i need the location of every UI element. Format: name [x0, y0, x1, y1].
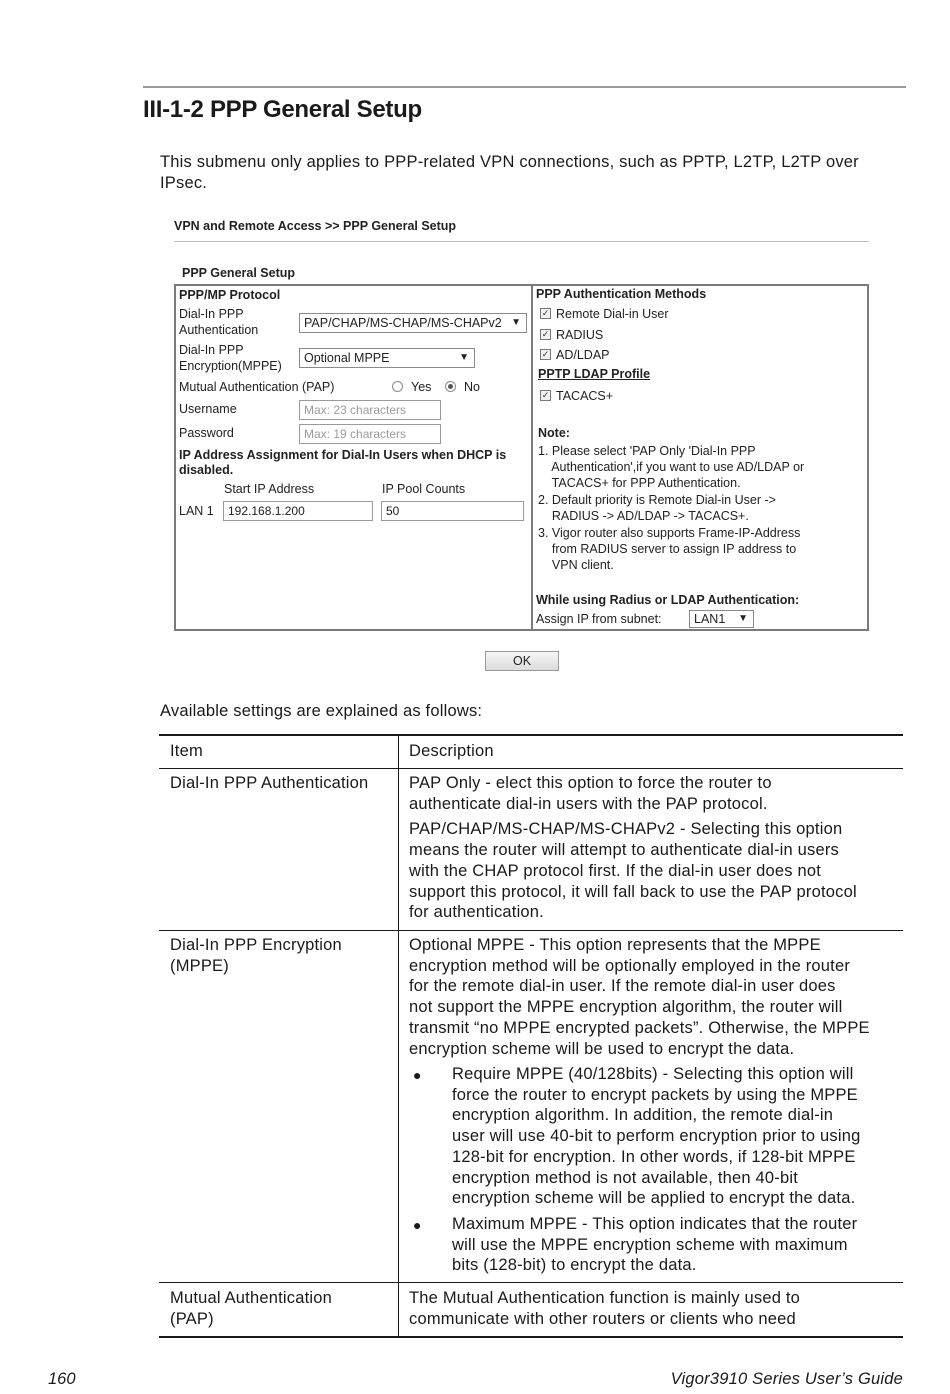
desc-line: - Selecting this option will: [657, 1065, 854, 1083]
desc-line: communicate with other routers or clients who need: [409, 1309, 796, 1328]
table-header-item: Item: [170, 742, 203, 760]
guide-title: Vigor3910 Series User’s Guide: [670, 1370, 903, 1388]
desc-line: encryption algorithm. In addition, the remote dial-in: [452, 1106, 834, 1125]
term: Optional MPPE: [409, 936, 525, 954]
ui-enc-label-2: Encryption(MPPE): [179, 359, 282, 373]
ui-pool-input[interactable]: 50: [381, 501, 524, 521]
table-row-rule: [159, 930, 903, 931]
ui-ip-assign-title-1: IP Address Assignment for Dial-In Users when DHCP is: [179, 448, 507, 462]
page-number: 160: [48, 1370, 76, 1388]
ui-auth-select-value: PAP/CHAP/MS-CHAP/MS-CHAPv2: [304, 316, 502, 330]
table-row-item: [170, 935, 342, 976]
ui-mutual-yes-label: Yes: [411, 380, 432, 394]
table-row-description: [409, 1288, 899, 1329]
ui-methods-title: PPP Authentication Methods: [536, 287, 707, 301]
bullet-item: [452, 1064, 902, 1209]
desc-line: - Selecting this option: [675, 820, 843, 839]
term: PAP Only: [409, 774, 481, 792]
ui-assign-ip-select[interactable]: [689, 610, 754, 628]
ui-lan-label: LAN 1: [179, 504, 214, 518]
desc-line: - This option represents that the MPPE: [524, 936, 821, 954]
table-row-item: Dial-In PPP Authentication: [170, 774, 369, 792]
available-settings-text: Available settings are explained as follows:: [160, 702, 483, 720]
ui-protocol-title: PPP/MP Protocol: [179, 288, 281, 302]
ui-password-input[interactable]: Max: 19 characters: [299, 424, 441, 444]
desc-line: encryption method will be optionally employed in the router: [409, 956, 851, 975]
ui-remote-dialin-checkbox[interactable]: ✓: [541, 308, 550, 318]
item-line: (MPPE): [170, 956, 229, 975]
ui-note-line: 3. Vigor router also supports Frame-IP-Address: [538, 526, 801, 540]
ui-note-line: 1. Please select 'PAP Only 'Dial-In PPP: [538, 444, 756, 458]
ui-auth-label-2: Authentication: [179, 323, 259, 337]
ui-enc-label-1: Dial-In PPP: [179, 343, 244, 357]
item-line: (PAP): [170, 1309, 214, 1328]
ui-ip-assign-title-2: disabled.: [179, 463, 234, 477]
ui-note-line: TACACS+ for PPP Authentication.: [538, 476, 741, 490]
desc-line: not support the MPPE encryption algorithm, the router will: [409, 998, 843, 1017]
table-header-description: Description: [409, 742, 494, 760]
ui-note-line: RADIUS -> AD/LDAP -> TACACS+.: [538, 509, 749, 523]
ui-remote-dialin-label: Remote Dial-in User: [556, 307, 669, 321]
ui-radius-checkbox[interactable]: ✓: [541, 329, 550, 339]
term: Require MPPE (40/128bits): [452, 1065, 658, 1083]
desc-line: force the router to encrypt packets by using the MPPE: [452, 1085, 858, 1104]
item-line: Mutual Authentication: [170, 1289, 332, 1307]
chevron-down-icon: ▼: [738, 613, 748, 624]
ui-note-line: from RADIUS server to assign IP address to: [538, 542, 797, 556]
desc-line: for the remote dial-in user. If the remote dial-in user does: [409, 977, 836, 996]
desc-line: for authentication.: [409, 903, 544, 922]
desc-line: means the router will attempt to authenticate dial-in users: [409, 841, 840, 860]
desc-line: encryption method is not available, then 40-bit: [452, 1168, 799, 1187]
ui-mutual-no-label: No: [464, 380, 480, 394]
ui-heading: PPP General Setup: [182, 266, 296, 280]
ui-breadcrumb-rule: [174, 241, 869, 242]
desc-line: bits (128-bit) to encrypt the data.: [452, 1256, 697, 1275]
desc-line: encryption scheme will be applied to encrypt the data.: [452, 1189, 856, 1208]
bullet-icon: ●: [413, 1067, 422, 1083]
ui-start-ip-input[interactable]: 192.168.1.200: [223, 501, 373, 521]
section-title: III-1-2 PPP General Setup: [143, 96, 422, 123]
desc-line: with the CHAP protocol first. If the dial-in user does not: [409, 861, 822, 880]
ui-mutual-label: Mutual Authentication (PAP): [179, 380, 335, 394]
desc-line: will use the MPPE encryption scheme with maximum: [452, 1235, 848, 1254]
table-row-description: [409, 773, 899, 923]
ui-tacacs-checkbox[interactable]: ✓: [541, 390, 550, 400]
table-top-rule: [159, 734, 903, 736]
desc-line: transmit “no MPPE encrypted packets”. Otherwise, the MPPE: [409, 1018, 870, 1037]
term: PAP/CHAP/MS-CHAP/MS-CHAPv2: [409, 820, 676, 839]
desc-line: - elect this option to force the router to: [480, 774, 772, 792]
desc-line: support this protocol, it will fall back to use the PAP protocol: [409, 882, 857, 901]
bullet-icon: ●: [413, 1217, 422, 1233]
item-line: Dial-In PPP Encryption: [170, 936, 342, 954]
ui-auth-select[interactable]: [299, 313, 527, 333]
ui-adldap-checkbox[interactable]: ✓: [541, 349, 550, 359]
ui-tacacs-label: TACACS+: [556, 389, 614, 403]
ui-auth-label-1: Dial-In PPP: [179, 307, 244, 321]
ui-mutual-no-radio[interactable]: [445, 381, 456, 392]
ui-breadcrumb: VPN and Remote Access >> PPP General Setup: [174, 219, 457, 233]
ui-password-label: Password: [179, 426, 234, 440]
table-bottom-rule: [159, 1336, 903, 1338]
desc-line: encryption scheme will be used to encrypt the data.: [409, 1039, 795, 1058]
bullet-item: [452, 1214, 902, 1276]
ui-pptp-ldap-profile-link[interactable]: PPTP LDAP Profile: [538, 367, 651, 381]
ui-radius-label: RADIUS: [556, 328, 604, 342]
ok-button[interactable]: OK: [485, 651, 559, 671]
ui-username-input[interactable]: Max: 23 characters: [299, 400, 441, 420]
ui-assign-ip-select-value: LAN1: [694, 612, 726, 626]
table-row-rule: [159, 1282, 903, 1283]
ui-note-line: Authentication',if you want to use AD/LDAP or: [538, 460, 805, 474]
chevron-down-icon: ▼: [459, 352, 469, 363]
ui-start-ip-header: Start IP Address: [224, 482, 315, 496]
ui-while-using-label: While using Radius or LDAP Authentication:: [536, 593, 800, 607]
ui-enc-select-value: Optional MPPE: [304, 351, 390, 365]
desc-line: The Mutual Authentication function is mainly used to: [409, 1289, 801, 1307]
chevron-down-icon: ▼: [511, 317, 521, 328]
ui-pool-header: IP Pool Counts: [382, 482, 466, 496]
desc-line: 128-bit for encryption. In other words, if 128-bit MPPE: [452, 1147, 856, 1166]
top-rule: [143, 86, 906, 88]
ui-note-title: Note:: [538, 426, 570, 440]
desc-line: user will use 40-bit to perform encryption prior to using: [452, 1127, 861, 1146]
ui-note-line: 2. Default priority is Remote Dial-in User ->: [538, 493, 776, 507]
ui-note-line: VPN client.: [538, 558, 614, 572]
ui-adldap-label: AD/LDAP: [556, 348, 610, 362]
table-row-description: [409, 935, 901, 1059]
ui-assign-ip-label: Assign IP from subnet:: [536, 612, 662, 626]
intro-paragraph: This submenu only applies to PPP-related VPN connections, such as PPTP, L2TP, L2TP over IPsec.: [160, 153, 859, 192]
ui-mutual-yes-radio[interactable]: [392, 381, 403, 392]
table-row-item: [170, 1288, 332, 1329]
ui-panel-divider: [531, 284, 533, 631]
ui-enc-select[interactable]: [299, 348, 475, 368]
table-header-rule: [159, 768, 903, 769]
table-column-divider: [398, 735, 399, 1337]
desc-line: authenticate dial-in users with the PAP protocol.: [409, 794, 768, 813]
desc-line: - This option indicates that the router: [577, 1215, 858, 1233]
term: Maximum MPPE: [452, 1215, 578, 1233]
ui-username-label: Username: [179, 402, 237, 416]
